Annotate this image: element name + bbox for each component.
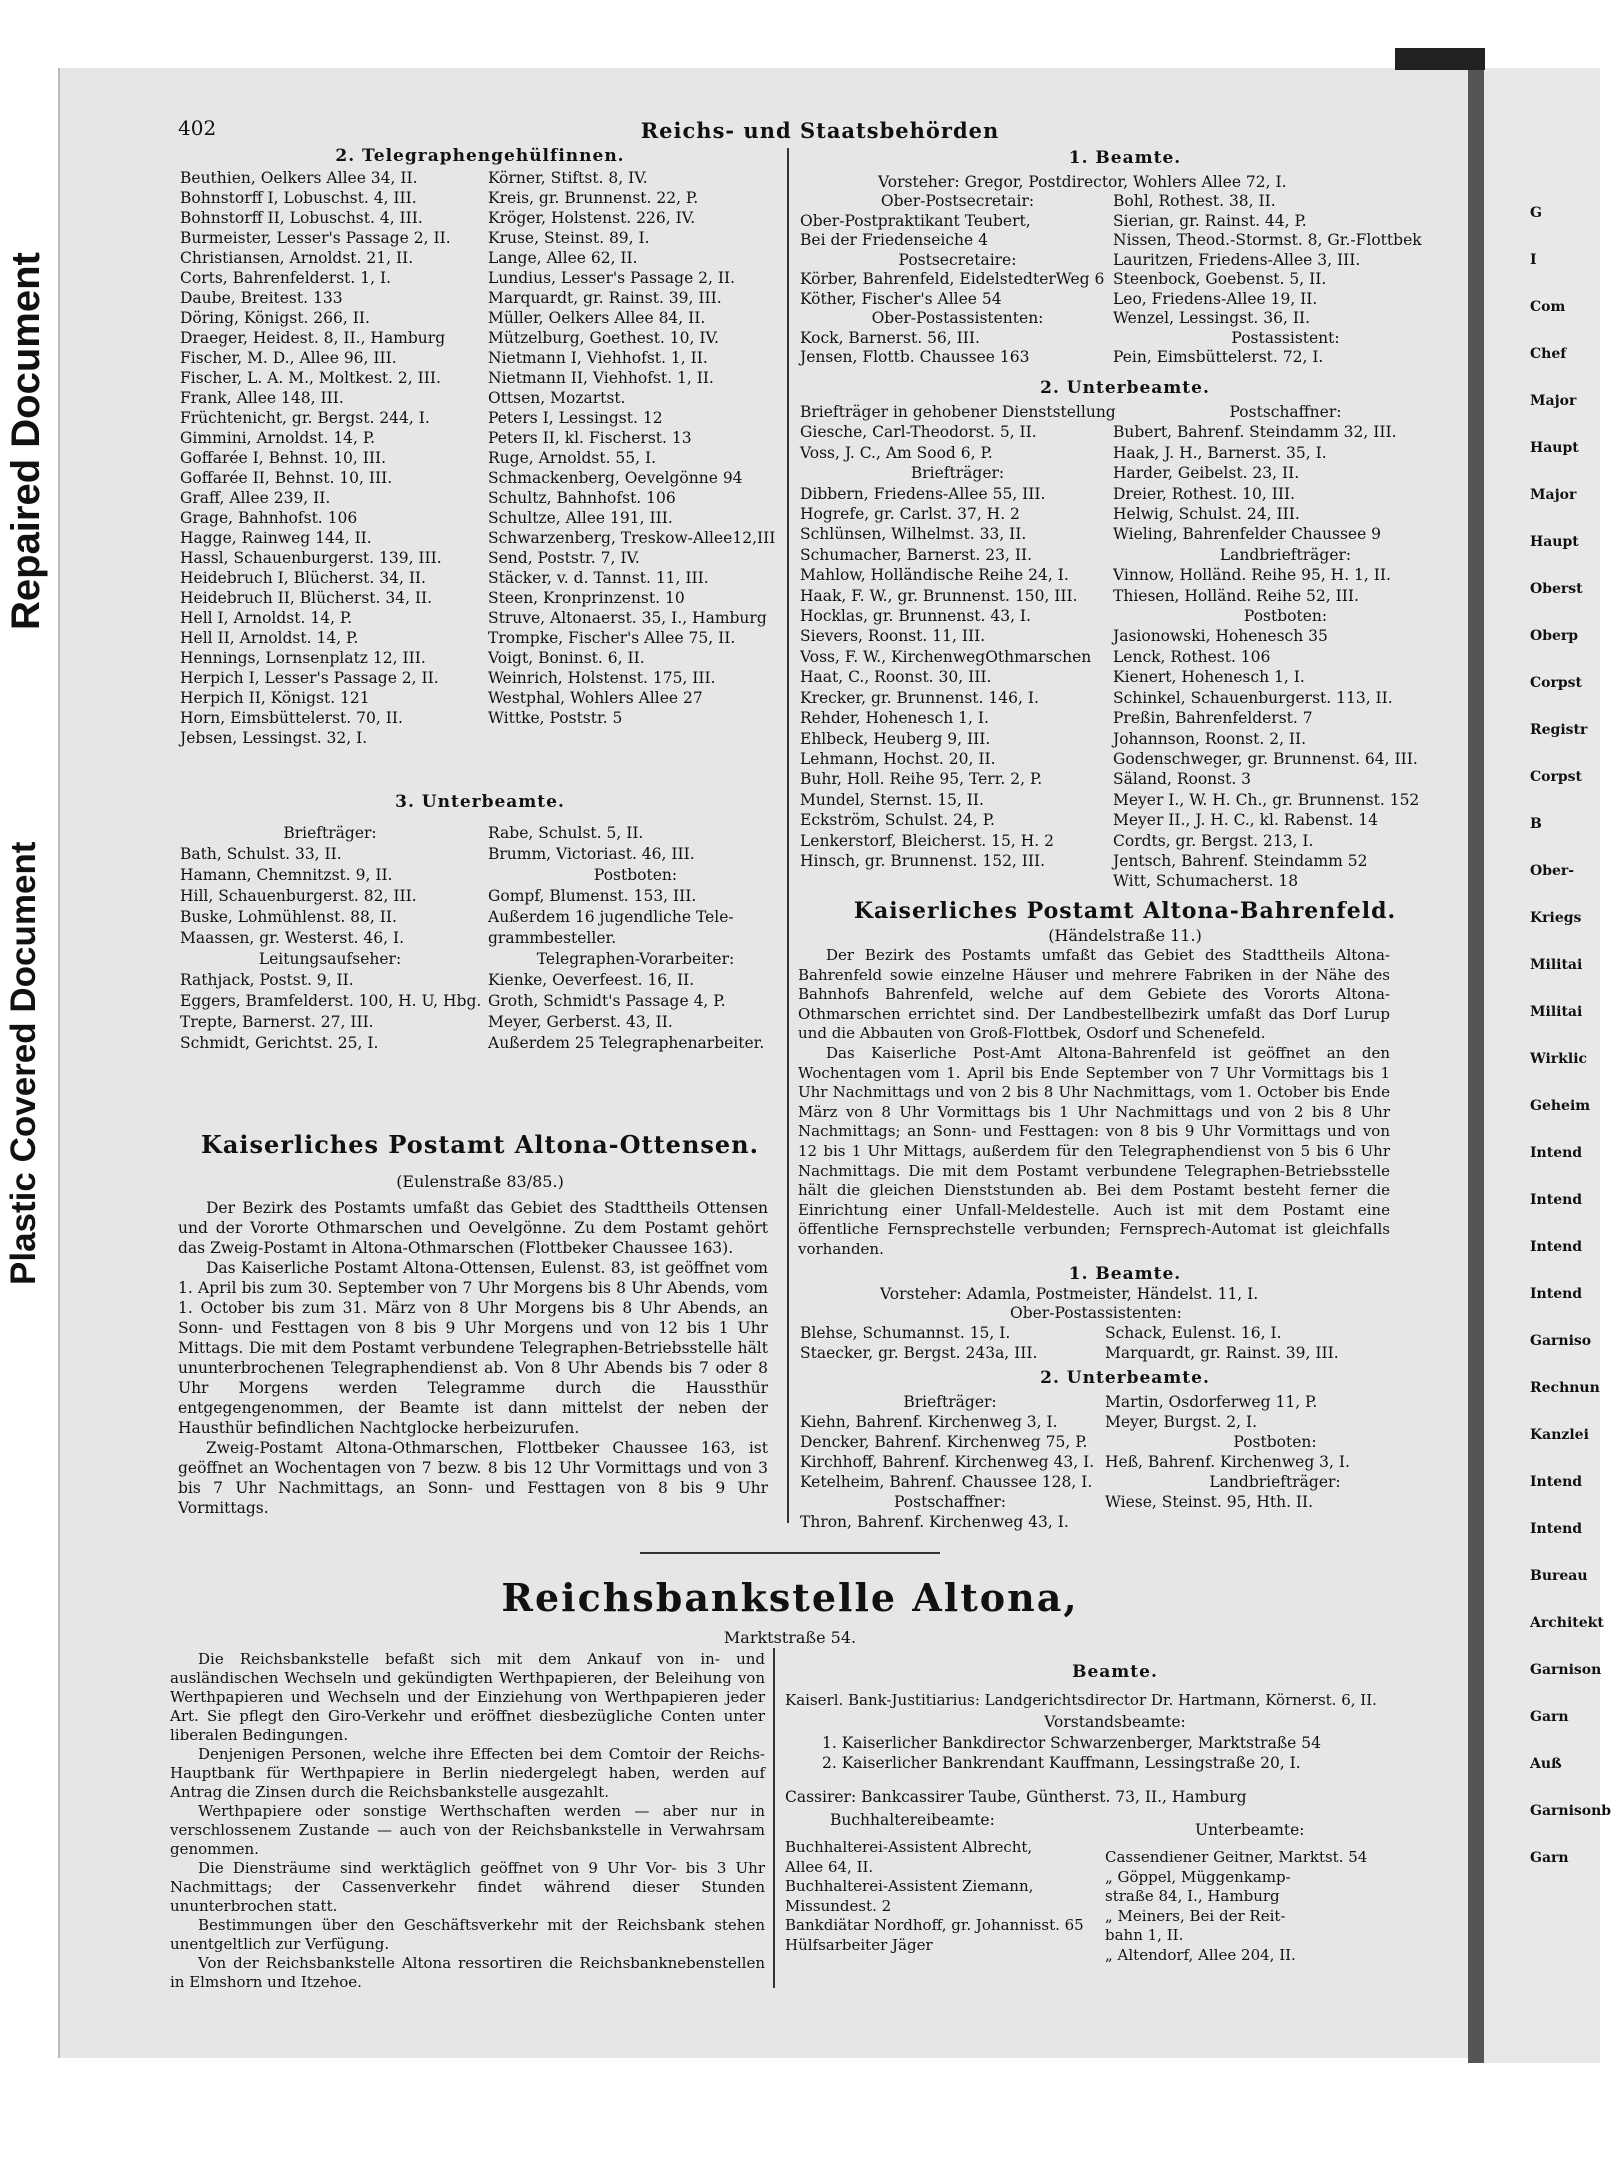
list-item: Landbriefträger: [1209,1473,1341,1491]
unterbeamte-list-2 [488,823,783,1054]
list-item: Postsecretaire: [898,250,1017,269]
list-item: Voss, J. C., Am Sood 6, P. [800,443,993,462]
list-item: Postschaffner: [894,1493,1006,1511]
list-item: Bubert, Bahrenf. Steindamm 32, III. [1113,423,1397,442]
section-divider [640,1552,940,1554]
list-item: Steenbock, Goebenst. 5, II. [1113,270,1327,288]
list-item: Briefträger: [903,1393,997,1411]
adjacent-fragment: Chef [1530,346,1567,362]
adjacent-fragment: Ober- [1530,863,1575,879]
bahr-beamte-list-1 [800,1323,1100,1363]
adjacent-fragment: Intend [1530,1286,1583,1302]
list-item: Leitungsaufseher: [258,950,402,968]
list-item: Voss, F. W., KirchenwegOthmarschen [800,647,1092,666]
bahrenfeld-address: (Händelstraße 11.) [1048,926,1202,945]
list-item: Thron, Bahrenf. Kirchenweg 43, I. [800,1513,1069,1531]
list-item: Kirchhoff, Bahrenf. Kirchenweg 43, I. [800,1453,1095,1471]
ottensen-address: (Eulenstraße 83/85.) [396,1172,564,1191]
bank-justitiar: Kaiserl. Bank-Justitiarius: Landgerichtsdirector Dr. Hartmann, Körnerst. 6, II. [785,1691,1377,1709]
bank-text [170,1650,765,1992]
repaired-document-label [0,105,46,635]
adjacent-fragment: Corpst [1530,675,1582,691]
list-item: Ober-Postpraktikant Teubert, [800,211,1031,230]
list-item: Meyer II., J. H. C., kl. Rabenst. 14 [1113,811,1378,830]
list-item: Hülfsarbeiter Jäger [785,1935,933,1954]
paragraph: Die Reichsbankstelle befaßt sich mit dem Ankauf von in- und ausländischen Wechseln und gekündigten Werthpapieren, der Beleihung von Werthpapieren und Wechseln und der Einziehung von Werthpapieren jeder Art. Sie pflegt den Giro-Verkehr und eröffnet diesbezügliche Conten unter liberalen Bedingungen. [170,1650,765,1744]
paragraph: Die Diensträume sind werktäglich geöffnet von 9 Uhr Vor- bis 3 Uhr Nachmittags; der Cassenverkehr findet während dieser Stunden ununterbrochen statt. [170,1859,765,1915]
list-item: grammbesteller. [488,929,617,947]
bahr-vorsteher: Vorsteher: Adamla, Postmeister, Händelst. 11, I. [880,1285,1259,1303]
list-item: Hagge, Rainweg 144, II. [180,529,372,547]
adjacent-page-fragments [1530,190,1611,1882]
list-item: 2. Kaiserlicher Bankrendant Kauffmann, Lessingstraße 20, I. [822,1754,1301,1772]
list-item: Gimmini, Arnoldst. 14, P. [180,429,376,447]
list-item: Schlünsen, Wilhelmst. 33, II. [800,525,1027,544]
column-divider [787,148,789,1523]
telegraph-list-2 [488,168,783,728]
plastic-covered-label [0,700,46,1290]
adjacent-fragment: Intend [1530,1239,1583,1255]
list-item: Leo, Friedens-Allee 19, II. [1113,289,1318,308]
paragraph: Bestimmungen über den Geschäftsverkehr mit der Reichsbank stehen unentgeltlich zur Verfügung. [170,1916,765,1953]
list-item: Briefträger: [283,824,377,842]
paragraph: Werthpapiere oder sonstige Werthschaften werden — aber nur in verschlossenem Zustande — auch von der Reichsbankstelle in Verwahrsam genommen. [170,1802,765,1858]
bank-beamte-heading: Beamte. [1072,1662,1158,1682]
list-item: Ottsen, Mozartst. [488,389,626,407]
list-item: Hinsch, gr. Brunnenst. 152, III. [800,851,1046,870]
list-item: Hogrefe, gr. Carlst. 37, H. 2 [800,505,1020,524]
list-item: straße 84, I., Hamburg [1105,1887,1280,1905]
list-item: Lehmann, Hochst. 20, II. [800,749,996,768]
list-item: Steen, Kronprinzenst. 10 [488,589,685,607]
list-item: Schumacher, Barnerst. 23, II. [800,545,1032,564]
adjacent-fragment: Militai [1530,957,1583,973]
list-item: Corts, Bahrenfelderst. 1, I. [180,269,391,287]
list-item: Meyer, Burgst. 2, I. [1105,1413,1258,1431]
adjacent-fragment: Major [1530,487,1577,503]
list-item: Voigt, Boninst. 6, II. [488,649,645,667]
bahrenfeld-title: Kaiserliches Postamt Altona-Bahrenfeld. [853,898,1397,924]
list-item: Hocklas, gr. Brunnenst. 43, I. [800,607,1031,626]
adjacent-fragment: Major [1530,393,1577,409]
adjacent-fragment: Registr [1530,722,1588,738]
list-item: Ruge, Arnoldst. 55, I. [488,449,657,467]
unterbeamte-right-list-1 [800,402,1115,871]
bahrenfeld-text [798,946,1390,1260]
list-item: Rathjack, Postst. 9, II. [180,971,354,989]
list-item: Schmidt, Gerichtst. 25, I. [180,1034,379,1052]
beamte-list-2 [1113,192,1458,368]
list-item: Kreis, gr. Brunnenst. 22, P. [488,189,699,207]
list-item: Hamann, Chemnitzst. 9, II. [180,866,393,884]
list-item: Säland, Roonst. 3 [1113,770,1252,789]
list-item: Brumm, Victoriast. 46, III. [488,845,695,863]
list-item: bahn 1, II. [1105,1926,1184,1944]
page-number: 402 [178,116,217,140]
list-item: Dreier, Rothest. 10, III. [1113,484,1295,503]
list-item: Goffarée II, Behnst. 10, III. [180,469,393,487]
list-item: Allee 64, II. [785,1857,874,1876]
list-item: Peters II, kl. Fischerst. 13 [488,429,692,447]
list-item: Mützelburg, Goethest. 10, IV. [488,329,719,347]
unterbeamte-heading: 3. Unterbeamte. [395,792,565,812]
adjacent-fragment: Garn [1530,1850,1569,1866]
list-item: Nissen, Theod.-Stormst. 8, Gr.-Flottbek [1113,231,1422,249]
list-item: Stäcker, v. d. Tannst. 11, III. [488,569,709,587]
ottensen-title: Kaiserliches Postamt Altona-Ottensen. [201,1130,759,1159]
adjacent-fragment: Rechnun [1530,1380,1600,1396]
list-item: Harder, Geibelst. 23, II. [1113,464,1300,483]
bank-vorstand-list [822,1733,1442,1773]
list-item: Staecker, gr. Bergst. 243a, III. [800,1344,1038,1362]
list-item: Grage, Bahnhofst. 106 [180,509,358,527]
adjacent-fragment: Oberst [1530,581,1583,597]
list-item: Ehlbeck, Heuberg 9, III. [800,729,991,748]
list-item: Goffarée I, Behnst. 10, III. [180,449,387,467]
list-item: Körber, Bahrenfeld, EidelstedterWeg 6 [800,270,1105,288]
list-item: Nietmann I, Viehhofst. 1, II. [488,349,708,367]
adjacent-fragment: Architekt [1530,1615,1604,1631]
list-item: Nietmann II, Viehhofst. 1, II. [488,369,714,387]
list-item: Hill, Schauenburgerst. 82, III. [180,887,417,905]
list-item: Kruse, Steinst. 89, I. [488,229,650,247]
adjacent-fragment: Geheim [1530,1098,1591,1114]
list-item: Hell II, Arnoldst. 14, P. [180,629,359,647]
list-item: Trompke, Fischer's Allee 75, II. [488,629,736,647]
list-item: Briefträger: [910,464,1005,483]
list-item: Kienert, Hohenesch 1, I. [1113,668,1305,687]
paragraph: Zweig-Postamt Altona-Othmarschen, Flottbeker Chaussee 163, ist geöffnet an Wochentagen von 7 bezw. 8 bis 12 Uhr Vormittags und von 3 bis 7 Uhr Nachmittags, an Sonn- und Festtagen von 8 bis 9 Uhr Vormittags. [178,1439,768,1517]
list-item: Cordts, gr. Bergst. 213, I. [1113,831,1314,850]
list-item: Schack, Eulenst. 16, I. [1105,1324,1282,1342]
list-item: Postboten: [593,866,678,884]
list-item: Krecker, gr. Brunnenst. 146, I. [800,688,1039,707]
list-item: Heidebruch I, Blücherst. 34, II. [180,569,426,587]
list-item: Graff, Allee 239, II. [180,489,331,507]
paragraph: Der Bezirk des Postamts umfaßt das Gebiet des Stadttheils Ottensen und der Vororte Othmarschen und Oevelgönne. Zu dem Postamt gehört das Zweig-Postamt in Altona-Othmarschen (Flottbeker Chaussee 163). [178,1199,768,1257]
list-item: Telegraphen-Vorarbeiter: [536,950,735,968]
list-item: Schultz, Bahnhofst. 106 [488,489,676,507]
bahr-unter-list-2 [1105,1392,1445,1512]
list-item: Wiese, Steinst. 95, Hth. II. [1105,1493,1314,1511]
list-item: Marquardt, gr. Rainst. 39, III. [1105,1344,1339,1362]
list-item: Cassendiener Geitner, Marktst. 54 [1105,1848,1368,1866]
list-item: Köther, Fischer's Allee 54 [800,289,1002,308]
list-item: Blehse, Schumannst. 15, I. [800,1324,1011,1342]
bank-buchhalterei-heading: Buchhaltereibeamte: [830,1811,995,1829]
list-item: Bankdiätar Nordhoff, gr. Johannisst. 65 [785,1916,1084,1934]
ottensen-text [178,1198,768,1518]
list-item: Pein, Eimsbüttelerst. 72, I. [1113,348,1324,366]
list-item: Außerdem 25 Telegraphenarbeiter. [488,1034,765,1052]
list-item: Ober-Postsecretair: [880,192,1035,210]
list-item: Schultze, Allee 191, III. [488,509,673,527]
adjacent-fragment: Bureau [1530,1568,1588,1584]
list-item: Missundest. 2 [785,1896,892,1915]
list-item: Groth, Schmidt's Passage 4, P. [488,992,726,1010]
adjacent-fragment: I [1530,252,1537,268]
list-item: Dencker, Bahrenf. Kirchenweg 75, P. [800,1433,1088,1451]
list-item: Hennings, Lornsenplatz 12, III. [180,649,426,667]
bank-title: Reichsbankstelle Altona, [501,1575,1079,1620]
list-item: Lenck, Rothest. 106 [1113,647,1271,666]
list-item: Heidebruch II, Blücherst. 34, II. [180,589,433,607]
bahr-beamte-heading: 1. Beamte. [1068,1264,1182,1284]
list-item: Johannson, Roonst. 2, II. [1113,729,1307,748]
adjacent-fragment: Garniso [1530,1333,1592,1349]
list-item: Send, Poststr. 7, IV. [488,549,640,567]
list-item: „ Altendorf, Allee 204, II. [1105,1945,1296,1964]
list-item: Landbriefträger: [1219,545,1352,564]
list-item: Postschaffner: [1229,403,1342,421]
list-item: Rabe, Schulst. 5, II. [488,824,644,842]
list-item: Buchhalterei-Assistent Ziemann, [785,1877,1034,1895]
list-item: Schmackenberg, Oevelgönne 94 [488,469,743,487]
bank-column-divider [773,1648,775,1988]
list-item: Briefträger in gehobener Dienststellung [800,403,1116,421]
list-item: Herpich II, Königst. 121 [180,689,370,707]
list-item: Thiesen, Holländ. Reihe 52, III. [1113,586,1359,605]
adjacent-fragment: G [1530,205,1542,221]
list-item: Meyer I., W. H. Ch., gr. Brunnenst. 152 [1113,790,1420,809]
list-item: Haak, J. H., Barnerst. 35, I. [1113,443,1327,462]
list-item: Bohnstorff I, Lobuschst. 4, III. [180,189,417,207]
list-item: Außerdem 16 jugendliche Tele- [488,908,734,926]
paragraph: Der Bezirk des Postamts umfaßt das Gebiet des Stadttheils Altona-Bahrenfeld sowie einzelne Häuser und mehrere Fabriken in der Nähe des Bahnhofs Bahrenfeld, welche auf dem Gebiete des Vororts Altona-Othmarschen errichtet sind. Der Landbestellbezirk umfaßt das Dorf Lurup und die Abbauten von Groß-Flottbek, Osdorf und Schenefeld. [798,946,1390,1043]
paragraph: Das Kaiserliche Postamt Altona-Ottensen, Eulenst. 83, ist geöffnet vom 1. April bis zum 30. September von 7 Uhr Morgens bis 8 Uhr Abends, vom 1. October bis zum 31. März von 8 Uhr Morgens bis 8 Uhr Abends, an Sonn- und Festtagen von 8 bis 9 Uhr Morgens und von 12 bis 1 Uhr Mittags. Die mit dem Postamt verbundene Telegraphen-Betriebsstelle hält ununterbrochenen Telegraphendienst ab. Von 8 Uhr Abends bis 7 oder 8 Uhr Morgens werden Telegramme durch die Haussthür entgegengenommen, der Beamte ist dann mittelst der neben der Hausthür befindlichen Nachtglocke herbeizurufen. [178,1259,768,1437]
list-item: Struve, Altonaerst. 35, I., Hamburg [488,609,767,627]
list-item: Jasionowski, Hohenesch 35 [1113,627,1328,646]
bahr-beamte-list-2 [1105,1323,1445,1363]
list-item: Rehder, Hohenesch 1, I. [800,709,989,728]
adjacent-fragment: Garnison [1530,1662,1602,1678]
list-item: Wenzel, Lessingst. 36, II. [1113,309,1310,327]
list-item: Früchtenicht, gr. Bergst. 244, I. [180,409,430,427]
page-title: Reichs- und Staatsbehörden [640,118,1000,143]
adjacent-fragment: Haupt [1530,534,1579,550]
list-item: Bath, Schulst. 33, II. [180,845,342,863]
dark-corner [1395,48,1485,70]
paragraph: Von der Reichsbankstelle Altona ressortiren die Reichsbanknebenstellen in Elmshorn und Itzehoe. [170,1954,765,1991]
adjacent-fragment: Wirklic [1530,1051,1588,1067]
bank-vorstand-heading: Vorstandsbeamte: [1044,1713,1186,1731]
unterbeamte-right-list-2 [1113,402,1458,892]
list-item: Ober-Postassistenten: [871,309,1044,327]
repaired-label-text: Repaired Document [4,252,48,630]
list-item: Bohl, Rothest. 38, II. [1113,192,1276,210]
list-item: Frank, Allee 148, III. [180,389,344,407]
telegraph-heading: 2. Telegraphengehülfinnen. [335,146,625,166]
adjacent-fragment: Haupt [1530,440,1579,456]
list-item: Bohnstorff II, Lobuschst. 4, III. [180,209,423,227]
list-item: Mahlow, Holländische Reihe 24, I. [800,566,1069,585]
list-item: Buske, Lohmühlenst. 88, II. [180,908,397,926]
vorsteher: Vorsteher: Gregor, Postdirector, Wohlers Allee 72, I. [878,173,1287,191]
list-item: Sierian, gr. Rainst. 44, P. [1113,211,1307,230]
list-item: Giesche, Carl-Theodorst. 5, II. [800,423,1037,442]
list-item: Jebsen, Lessingst. 32, I. [180,729,368,747]
list-item: Buchhalterei-Assistent Albrecht, [785,1838,1033,1856]
list-item: Daube, Breitest. 133 [180,289,343,307]
list-item: Lauritzen, Friedens-Allee 3, III. [1113,250,1361,269]
list-item: Peters I, Lessingst. 12 [488,409,663,427]
list-item: Dibbern, Friedens-Allee 55, III. [800,484,1046,503]
list-item: 1. Kaiserlicher Bankdirector Schwarzenberger, Marktstraße 54 [822,1734,1321,1752]
adjacent-fragment: Oberp [1530,628,1579,644]
list-item: Beuthien, Oelkers Allee 34, II. [180,169,418,187]
list-item: Westphal, Wohlers Allee 27 [488,689,703,707]
list-item: Postboten: [1233,1433,1317,1451]
list-item: Heß, Bahrenf. Kirchenweg 3, I. [1105,1453,1350,1471]
page-gutter [1468,68,1484,2063]
list-item: Lange, Allee 62, II. [488,249,638,267]
list-item: Jentsch, Bahrenf. Steindamm 52 [1113,851,1368,870]
list-item: Jensen, Flottb. Chaussee 163 [800,348,1030,366]
list-item: Hell I, Arnoldst. 14, P. [180,609,353,627]
adjacent-fragment: Kanzlei [1530,1427,1589,1443]
paragraph: Denjenigen Personen, welche ihre Effecten bei dem Comtoir der Reichs-Hauptbank für Werthpapiere in Berlin niedergelegt haben, werden auf Antrag die Zinsen durch die Reichsbankstelle ausgezahlt. [170,1745,765,1801]
list-item: Christiansen, Arnoldst. 21, II. [180,249,414,267]
list-item: Wieling, Bahrenfelder Chaussee 9 [1113,525,1382,544]
adjacent-fragment: Militai [1530,1004,1583,1020]
list-item: Döring, Königst. 266, II. [180,309,370,327]
adjacent-fragment: Auß [1530,1756,1562,1772]
adjacent-fragment: Intend [1530,1145,1583,1161]
bank-buchhalterei-list [785,1838,1084,1955]
list-item: Mundel, Sternst. 15, II. [800,790,984,809]
list-item: Marquardt, gr. Rainst. 39, III. [488,289,722,307]
unterbeamte-right-heading: 2. Unterbeamte. [1040,378,1210,398]
list-item: Godenschweger, gr. Brunnenst. 64, III. [1113,749,1418,768]
list-item: Körner, Stiftst. 8, IV. [488,169,648,187]
list-item: Kienke, Oeverfeest. 16, II. [488,971,695,989]
list-item: Hassl, Schauenburgerst. 139, III. [180,549,442,567]
list-item: Ketelheim, Bahrenf. Chaussee 128, I. [800,1473,1093,1491]
list-item: „ Göppel, Müggenkamp- [1105,1867,1291,1886]
adjacent-fragment: Kriegs [1530,910,1582,926]
list-item: Haak, F. W., gr. Brunnenst. 150, III. [800,586,1078,605]
list-item: Wittke, Poststr. 5 [488,709,623,727]
plastic-label-text: Plastic Covered Document [4,841,43,1285]
list-item: Witt, Schumacherst. 18 [1113,872,1299,891]
bank-address: Marktstraße 54. [723,1628,857,1647]
list-item: Helwig, Schulst. 24, III. [1113,505,1300,524]
list-item: Schinkel, Schauenburgerst. 113, II. [1113,688,1393,707]
list-item: Schwarzenberg, Treskow-Allee12,III [488,529,776,547]
list-item: Müller, Oelkers Allee 84, II. [488,309,706,327]
list-item: Preßin, Bahrenfelderst. 7 [1113,709,1313,728]
telegraph-list-1 [180,168,480,748]
list-item: Buhr, Holl. Reihe 95, Terr. 2, P. [800,770,1043,789]
list-item: Kock, Barnerst. 56, III. [800,328,980,347]
list-item: Horn, Eimsbüttelerst. 70, II. [180,709,403,727]
beamte-heading: 1. Beamte. [1068,148,1182,168]
list-item: Sievers, Roonst. 11, III. [800,627,986,646]
list-item: Eckström, Schulst. 24, P. [800,811,995,830]
bank-unterbeamte-list [1105,1848,1445,1965]
list-item: Vinnow, Holländ. Reihe 95, H. 1, II. [1113,566,1391,585]
paragraph: Das Kaiserliche Post-Amt Altona-Bahrenfeld ist geöffnet an den Wochentagen vom 1. April bis Ende September von 7 Uhr Vormittags bis 1 Uhr Nachmittags und von 2 bis 8 Uhr Nachmittags, vom 1. October bis Ende März von 8 Uhr Vormittags bis 1 Uhr Nachmittags und von 2 bis 8 Uhr Nachmittags; an Sonn- und Festtagen: von 8 bis 9 Uhr Vormittags und von 12 bis 1 Uhr Mittags, außerdem für den Telegraphendienst von 5 bis 6 Uhr Nachmittags. Die mit dem Postamt verbundene Telegraphen-Betriebsstelle hält die gleichen Dienststunden ab. Bei dem Postamt besteht ferner die Einrichtung einer Unfall-Meldestelle. Auch ist mit dem Postamt eine öffentliche Fernsprechstelle verbunden; Fernsprech-Automat ist gleichfalls vorhanden. [798,1043,1390,1258]
list-item: Trepte, Barnerst. 27, III. [180,1013,374,1031]
list-item: Postboten: [1243,607,1328,626]
adjacent-fragment: Intend [1530,1192,1583,1208]
bahr-unter-list-1 [800,1392,1100,1532]
beamte-list-1 [800,192,1115,368]
list-item: Haat, C., Roonst. 30, III. [800,668,992,687]
list-item: Burmeister, Lesser's Passage 2, II. [180,229,451,247]
adjacent-fragment: Garn [1530,1709,1569,1725]
list-item: Kiehn, Bahrenf. Kirchenweg 3, I. [800,1413,1058,1431]
list-item: Meyer, Gerberst. 43, II. [488,1013,673,1031]
adjacent-fragment: Corpst [1530,769,1582,785]
list-item: Maassen, gr. Westerst. 46, I. [180,929,405,947]
adjacent-fragment: B [1530,816,1542,832]
unterbeamte-list-1 [180,823,480,1054]
adjacent-fragment: Intend [1530,1474,1583,1490]
bank-cassirer: Cassirer: Bankcassirer Taube, Güntherst. 73, II., Hamburg [785,1788,1247,1806]
bahr-unter-heading: 2. Unterbeamte. [1040,1368,1210,1388]
list-item: „ Meiners, Bei der Reit- [1105,1906,1286,1925]
list-item: Bei der Friedenseiche 4 [800,231,988,249]
bahr-oberpost: Ober-Postassistenten: [1010,1304,1182,1322]
adjacent-fragment: Com [1530,299,1566,315]
list-item: Eggers, Bramfelderst. 100, H. U, Hbg. [180,992,482,1010]
list-item: Postassistent: [1231,328,1340,347]
list-item: Fischer, L. A. M., Moltkest. 2, III. [180,369,441,387]
list-item: Lenkerstorf, Bleicherst. 15, H. 2 [800,831,1054,850]
list-item: Martin, Osdorferweg 11, P. [1105,1393,1318,1411]
list-item: Herpich I, Lesser's Passage 2, II. [180,669,439,687]
list-item: Draeger, Heidest. 8, II., Hamburg [180,329,446,347]
list-item: Gompf, Blumenst. 153, III. [488,887,697,905]
bank-unterbeamte-heading: Unterbeamte: [1195,1821,1305,1839]
list-item: Weinrich, Holstenst. 175, III. [488,669,716,687]
list-item: Fischer, M. D., Allee 96, III. [180,349,397,367]
adjacent-fragment: Garnisonb [1530,1803,1611,1819]
list-item: Lundius, Lesser's Passage 2, II. [488,269,736,287]
list-item: Kröger, Holstenst. 226, IV. [488,209,696,227]
adjacent-fragment: Intend [1530,1521,1583,1537]
